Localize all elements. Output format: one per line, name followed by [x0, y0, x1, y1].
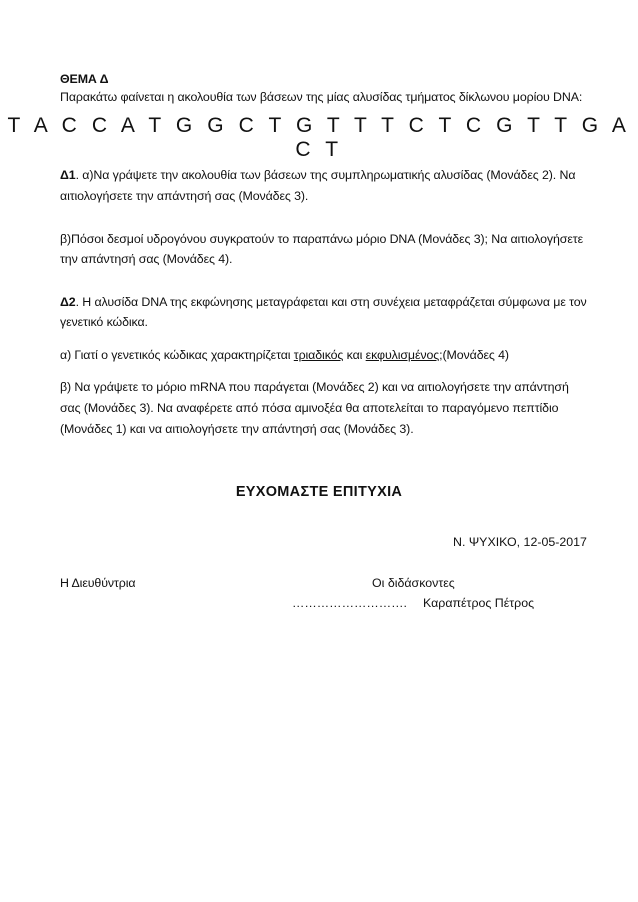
d2a-text-mid: και [343, 348, 366, 362]
d2a-text-pre: α) Γιατί ο γενετικός κώδικας χαρακτηρίζεται [60, 348, 294, 362]
d2-label: Δ2 [60, 295, 76, 309]
intro-text: Παρακάτω φαίνεται η ακολουθία των βάσεων της μίας αλυσίδας τμήματος δίκλωνου μορίου DNA: [60, 90, 583, 104]
d1a-text-1: . α)Να γράψετε την ακολουθία των βάσεων της συμπληρωματικής αλυσίδας (Μονάδες 2). Να [75, 168, 576, 182]
good-luck-title: ΕΥΧΟΜΑΣΤΕ ΕΠΙΤΥΧΙΑ [235, 484, 403, 500]
d1b-line-1: β)Πόσοι δεσμοί υδρογόνου συγκρατούν το παραπάνω μόριο DNA (Μονάδες 3); Να αιτιολογήσετε [60, 232, 583, 246]
signature-dots: ………………………. [292, 596, 407, 610]
d2b-line-1: β) Να γράψετε το μόριο mRNA που παράγεται (Μονάδες 2) και να αιτιολογήσετε την απάντησή [60, 380, 569, 394]
section-heading: ΘΕΜΑ Δ [60, 72, 109, 86]
d2a-text-post: ;(Μονάδες 4) [439, 348, 509, 362]
d1a-line-2: αιτιολογήσετε την απάντησή σας (Μονάδες 3). [60, 189, 309, 203]
d2-line-1 [60, 295, 587, 309]
d2a-underlined-1: τριαδικός [293, 348, 344, 362]
d1a-line-1 [60, 168, 575, 182]
d2-text-1: . Η αλυσίδα DNA της εκφώνησης μεταγράφεται και στη συνέχεια μεταφράζεται σύμφωνα με τον [75, 295, 587, 309]
d2a-question [60, 348, 509, 362]
place-date: Ν. ΨΥΧΙΚΟ, 12-05-2017 [453, 535, 587, 549]
d1b-line-2: την απάντησή σας (Μονάδες 4). [60, 252, 233, 266]
d2a-underlined-2: εκφυλισμένος [365, 348, 440, 362]
d2-line-2: γενετικό κώδικα. [60, 315, 148, 329]
d2b-line-3: (Μονάδες 1) και να αιτιολογήσετε την απάντησή σας (Μονάδες 3). [60, 422, 414, 436]
dna-sequence: T A C C A T G G C T G T T T C T C G T T G A C T [7, 114, 631, 161]
principal-label: Η Διευθύντρια [60, 576, 136, 590]
d1-label: Δ1 [60, 168, 76, 182]
d2b-line-2: σας (Μονάδες 3). Να αναφέρετε από πόσα αμινοξέα θα αποτελείται το παραγόμενο πεπτίδιο [60, 401, 559, 415]
teachers-label: Οι διδάσκοντες [372, 576, 455, 590]
teacher-name: Καραπέτρος Πέτρος [423, 596, 535, 610]
